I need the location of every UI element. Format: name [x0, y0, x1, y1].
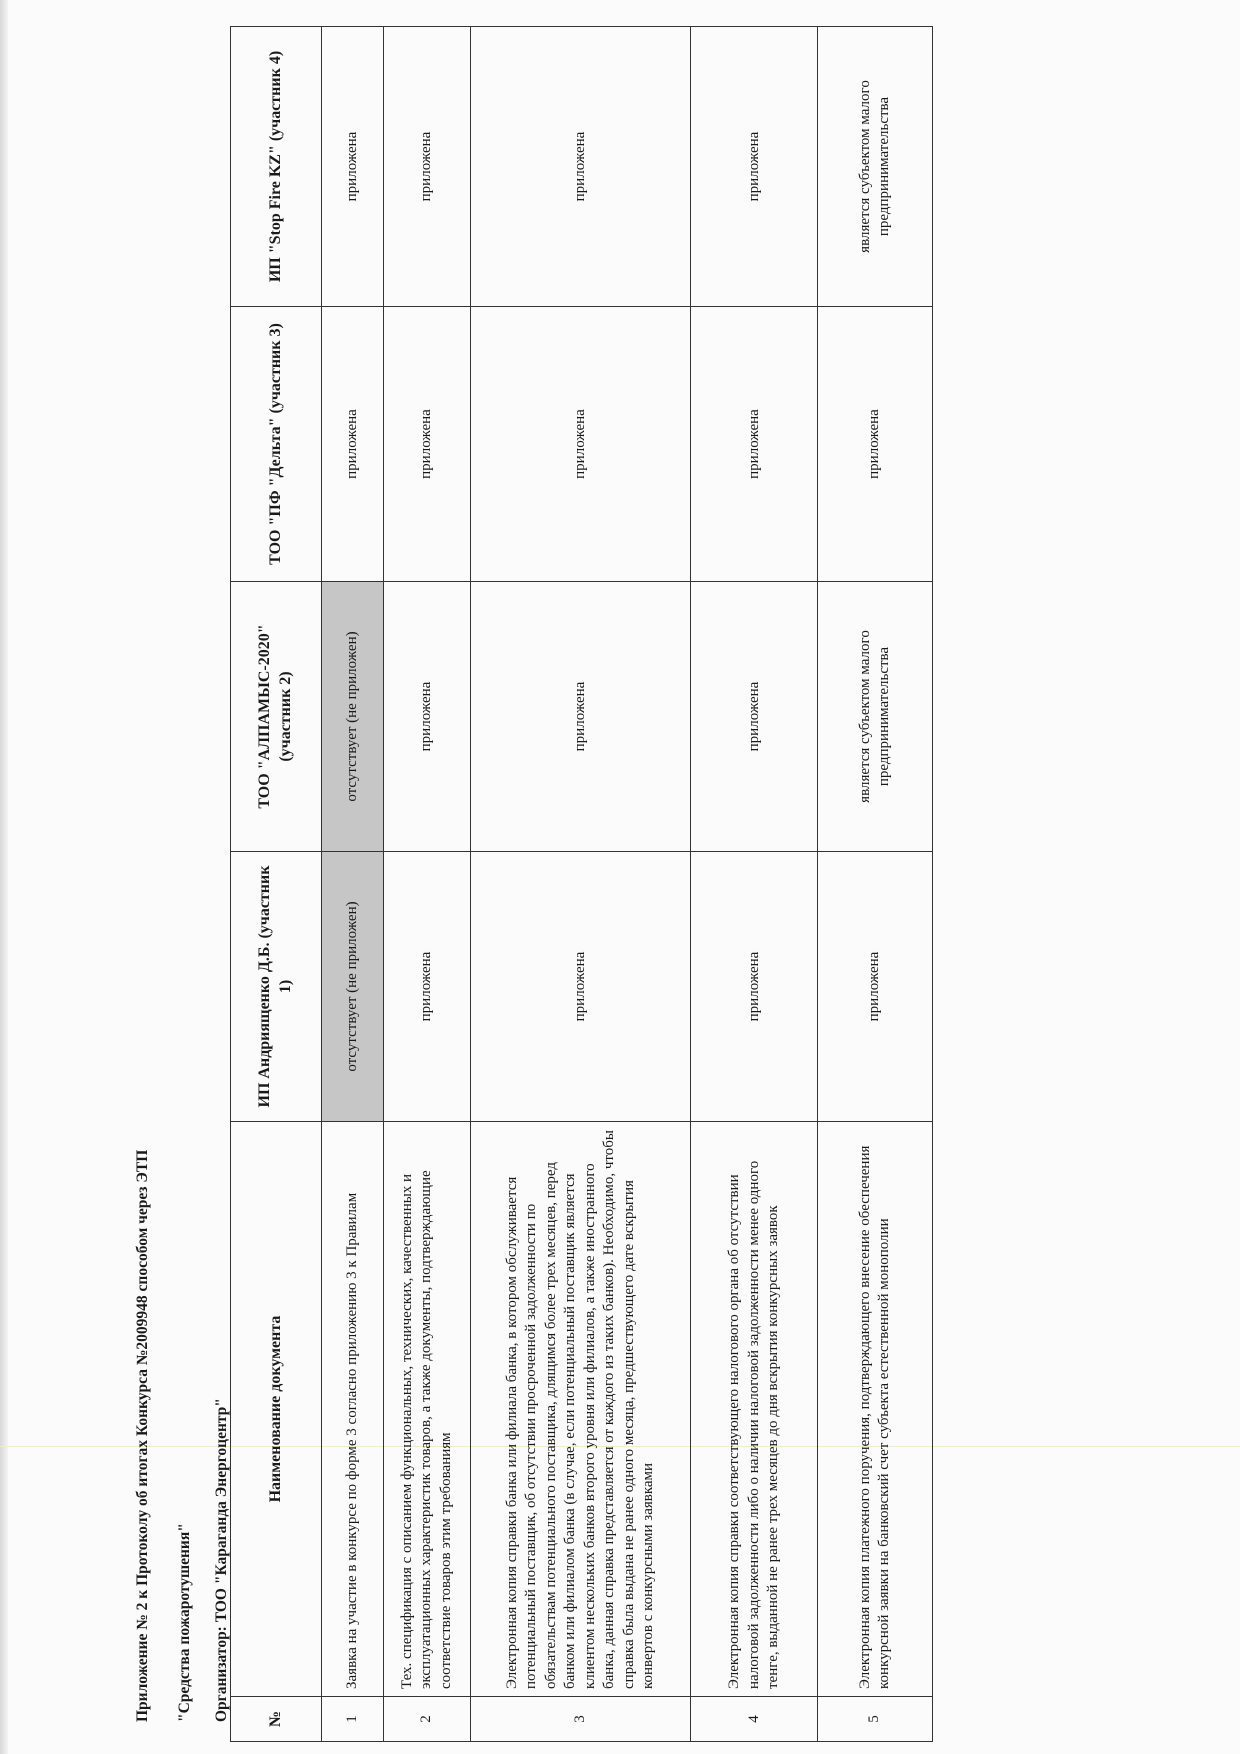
status-cell: приложена [383, 852, 471, 1122]
table-row [818, 27, 933, 1742]
status-cell: приложена [471, 27, 691, 307]
col-header-participant-4: ИП "Stop Fire KZ" (участник 4) [231, 27, 322, 307]
results-table [230, 26, 933, 1742]
header-row [231, 27, 322, 1742]
status-cell-missing: отсутствует (не приложен) [322, 852, 384, 1122]
row-number: 5 [818, 1697, 933, 1742]
row-number: 3 [471, 1697, 691, 1742]
tender-subject: "Средства пожаротушения" [176, 1523, 193, 1722]
col-header-participant-3: ТОО "ПФ "Дельта" (участник 3) [231, 307, 322, 582]
table-row [383, 27, 471, 1742]
document-name: Заявка на участие в конкурсе по форме 3 согласно приложению 3 к Правилам [322, 1122, 384, 1697]
document-name: Электронная копия платежного поручения, подтверждающего внесение обеспечения конкурсной заявки на банковский счет субъекта естественной монополии [818, 1122, 933, 1697]
status-cell: является субъектом малого предпринимательства [818, 582, 933, 852]
results-table-wrapper [230, 27, 933, 1742]
scan-edge [0, 0, 8, 1754]
document-name: Электронная копия справки банка или филиала банка, в котором обслуживается потенциальный поставщик, об отсутствии просроченной задолженности по обязательствам потенциального поставщика, длящимся более трех месяцев, перед банком или филиалом банка (в случае, если потенциальный поставщик является клиентом нескольких банков второго уровня или филиалов, а также иностранного банка, данная справка представляется от каждого из таких банков). Необходимо, чтобы справка была выдана не ранее одного месяца, предшествующего дате вскрытия конвертов с конкурсными заявками [471, 1122, 691, 1697]
status-cell: приложена [691, 27, 818, 307]
status-cell: приложена [691, 852, 818, 1122]
status-cell: приложена [818, 852, 933, 1122]
table-row [471, 27, 691, 1742]
row-number: 1 [322, 1697, 384, 1742]
status-cell: приложена [818, 307, 933, 582]
status-cell: приложена [322, 307, 384, 582]
document-name: Электронная копия справки соответствующего налогового органа об отсутствии налоговой задолженности либо о наличии налоговой задолженности менее одного тенге, выданной не ранее трех месяцев до дня вскрытия конкурсных заявок [691, 1122, 818, 1697]
status-cell: приложена [471, 582, 691, 852]
organizer-line: Организатор: ТОО "Караганда Энергоцентр" [213, 1398, 230, 1722]
status-cell: приложена [322, 27, 384, 307]
document-name: Тех. спецификация с описанием функциональных, технических, качественных и эксплуатационных характеристик товаров, а также документы, подтверждающие соответствие товаров этим требованиям [383, 1122, 471, 1697]
col-header-participant-1: ИП Андриященко Д.Б. (участник 1) [231, 852, 322, 1122]
table-row [322, 27, 384, 1742]
status-cell: приложена [383, 307, 471, 582]
status-cell: приложена [383, 27, 471, 307]
table-row [691, 27, 818, 1742]
status-cell-missing: отсутствует (не приложен) [322, 582, 384, 852]
status-cell: приложена [471, 307, 691, 582]
col-header-document: Наименование документа [231, 1122, 322, 1697]
annex-title: Приложение № 2 к Протоколу об итогах Конкурса №2009948 способом через ЭТП [134, 1149, 151, 1722]
status-cell: является субъектом малого предпринимательства [818, 27, 933, 307]
col-header-number: № [231, 1697, 322, 1742]
row-number: 4 [691, 1697, 818, 1742]
status-cell: приложена [691, 307, 818, 582]
row-number: 2 [383, 1697, 471, 1742]
status-cell: приложена [471, 852, 691, 1122]
status-cell: приложена [383, 582, 471, 852]
status-cell: приложена [691, 582, 818, 852]
col-header-participant-2: ТОО "АЛПАМЫС-2020" (участник 2) [231, 582, 322, 852]
